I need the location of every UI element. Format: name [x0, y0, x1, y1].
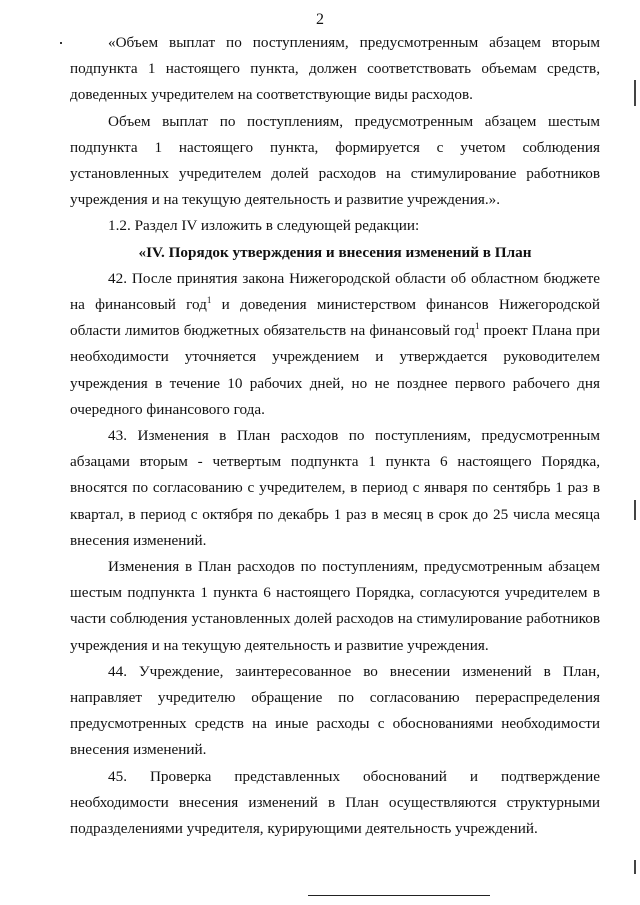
scan-edge-mark — [634, 500, 636, 520]
footnote-ref-1: 1 — [206, 295, 212, 306]
page-number: 2 — [316, 11, 324, 28]
footnote-separator-line — [308, 895, 490, 896]
paragraph-44: 44. Учреждение, заинтересованное во внесении изменений в План, направляет учредителю обращение по согласованию перераспределения предусмотренных средств на иные расходы с обоснованиями необходимости внесения изменений. — [70, 662, 600, 759]
scan-dot — [60, 42, 62, 44]
paragraph-expenditure-volume-sixth: Объем выплат по поступлениям, предусмотренным абзацем шестым подпункта 1 настоящего пункта, формируется с учетом соблюдения установленных учредителем долей расходов на стимулирование работников учреждения и на текущую деятельность и развитие учреждения.». — [70, 112, 600, 209]
scan-edge-mark — [634, 80, 636, 106]
paragraph-expenditure-volume-second: «Объем выплат по поступлениям, предусмотренным абзацем вторым подпункта 1 настоящего пункта, должен соответствовать объемам средств, доведенных учредителем на соответствующие виды расходов. — [70, 34, 600, 104]
paragraph-42-part-b: и доведения министерством финансов Нижегородской области лимитов бюджетных обязательств на финансовый год — [70, 296, 600, 340]
footnote-ref-2: 1 — [475, 321, 480, 332]
scan-edge-mark — [634, 860, 636, 874]
paragraph-42-part-a: 42. После принятия закона Нижегородской области об областном бюджете на финансовый год — [70, 269, 600, 314]
paragraph-42-part-c: проект Плана при необходимости уточняется учреждением и утверждается руководителем учреждения в течение 10 рабочих дней, но не позднее первого рабочего дня очередного финансового года. — [70, 322, 600, 418]
document-body — [70, 30, 600, 842]
paragraph-43: 43. Изменения в План расходов по поступлениям, предусмотренным абзацами вторым - четвертым подпункта 1 пункта 6 настоящего Порядка, вносятся по согласованию с учредителем, в период с января по сентябрь 1 раз в квартал, в период с октября по декабрь 1 раз в месяц в срок до 25 числа месяца внесения изменений. — [70, 427, 600, 549]
paragraph-42 — [70, 266, 600, 423]
paragraph-43-continuation: Изменения в План расходов по поступлениям, предусмотренным абзацем шестым подпункта 1 пункта 6 настоящего Порядка, согласуются учредителем в части соблюдения установленных долей расходов на стимулирование работников учреждения и на текущую деятельность и развитие учреждения. — [70, 558, 600, 654]
paragraph-45: 45. Проверка представленных обоснований и подтверждение необходимости внесения изменений в План осуществляются структурными подразделениями учредителя, курирующими деятельность учреждений. — [70, 767, 600, 838]
section-heading: «IV. Порядок утверждения и внесения изменений в План — [138, 243, 532, 261]
paragraph-amendment-1-2: 1.2. Раздел IV изложить в следующей редакции: — [108, 217, 420, 235]
